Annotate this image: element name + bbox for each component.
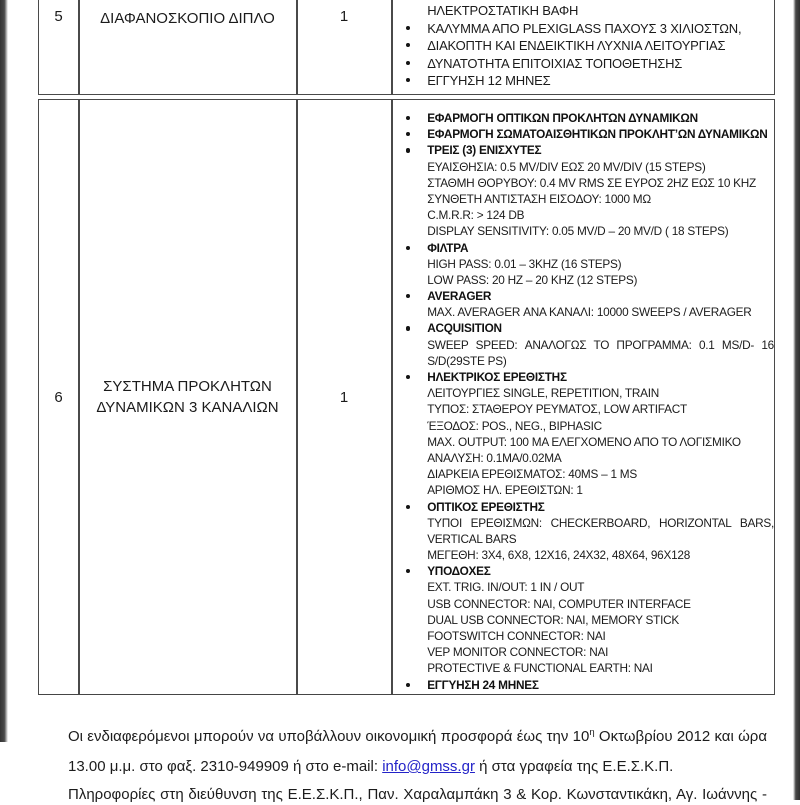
spec-text: EXT. TRIG. IN/OUT: 1 IN / OUT bbox=[427, 580, 585, 595]
bullet-icon bbox=[406, 569, 410, 573]
footer-contact-text-after: ή στα γραφεία της Ε.Ε.Σ.Κ.Π. bbox=[474, 758, 674, 775]
ordinal-superscript: η bbox=[589, 727, 595, 738]
footer-deadline-text: Οι ενδιαφερόμενοι μπορούν να υποβάλλουν οικονομική προσφορά έως την 10 bbox=[68, 728, 590, 745]
spec-line bbox=[393, 547, 774, 563]
footer-contact-line bbox=[68, 756, 767, 777]
spec-text: ΥΠΟΔΟΧΕΣ bbox=[427, 564, 491, 579]
spec-text: SWEEP SPEED: ΑΝΑΛΟΓΩΣ ΤΟ ΠΡΟΓΡΑΜΜΑ: 0.1 MS/D- 16 bbox=[427, 337, 774, 352]
spec-line bbox=[393, 37, 774, 55]
spec-line bbox=[393, 240, 774, 256]
footer-deadline-text-after: Οκτωβρίου 2012 και ώρα bbox=[594, 728, 767, 745]
footer-info-line: Πληροφορίες στη διεύθυνση της Ε.Ε.Σ.Κ.Π., Παν. Χαραλαμπάκη 3 & Κορ. Κωνσταντικάκη, Αγ. Ιωάννης - bbox=[68, 786, 767, 803]
spec-text: ΤΡΕΙΣ (3) ΕΝΙΣΧΥΤΕΣ bbox=[427, 143, 542, 158]
spec-text: ΦΙΛΤΡΑ bbox=[427, 240, 469, 255]
table-row-item-5 bbox=[38, 0, 775, 95]
spec-line bbox=[393, 450, 774, 466]
spec-line bbox=[393, 531, 774, 547]
spec-text: LOW PASS: 20 HZ – 20 KHZ (12 STEPS) bbox=[427, 272, 638, 287]
email-link[interactable]: info@gmss.gr bbox=[382, 758, 475, 775]
spec-text: ΣΥΝΘΕΤΗ ΑΝΤΙΣΤΑΣΗ ΕΙΣΟΔΟΥ: 1000 ΜΩ bbox=[427, 191, 651, 206]
spec-text: ΜΕΓΕΘΗ: 3X4, 6X8, 12X16, 24X32, 48X64, 96X128 bbox=[427, 548, 691, 563]
bullet-icon bbox=[406, 26, 410, 30]
spec-text: MAX. AVERAGER ΑΝΑ ΚΑΝΑΛΙ: 10000 SWEEPS / AVERAGER bbox=[427, 305, 752, 320]
spec-line bbox=[393, 320, 774, 336]
bullet-icon bbox=[406, 78, 410, 82]
spec-line bbox=[393, 418, 774, 434]
spec-line bbox=[393, 612, 774, 628]
spec-line bbox=[393, 175, 774, 191]
spec-line bbox=[393, 353, 774, 369]
spec-line bbox=[393, 2, 774, 20]
spec-text: ΕΦΑΡΜΟΓΗ ΣΩΜΑΤΟΑΙΣΘΗΤΙΚΩΝ ΠΡΟΚΛΗΤ’ΩΝ ΔΥΝΑΜΙΚΩΝ bbox=[427, 127, 768, 142]
spec-text: ΗΛΕΚΤΡΙΚΟΣ ΕΡΕΘΙΣΤΗΣ bbox=[427, 370, 567, 384]
spec-line bbox=[393, 272, 774, 288]
scan-artifact-left-edge bbox=[0, 0, 8, 742]
spec-text: ΕΦΑΡΜΟΓΗ ΟΠΤΙΚΩΝ ΠΡΟΚΛΗΤΩΝ ΔΥΝΑΜΙΚΩΝ bbox=[427, 111, 698, 125]
spec-text: ACQUISITION bbox=[427, 321, 502, 336]
spec-text: PROTECTIVE & FUNCTIONAL EARTH: ΝΑΙ bbox=[427, 661, 653, 676]
item-number-cell: 6 bbox=[54, 388, 63, 406]
spec-line bbox=[393, 563, 774, 579]
spec-text: USB CONNECTOR: ΝΑΙ, COMPUTER INTERFACE bbox=[427, 596, 691, 611]
spec-text: ΟΠΤΙΚΟΣ ΕΡΕΘΙΣΤΗΣ bbox=[427, 499, 545, 514]
spec-line bbox=[393, 677, 774, 693]
spec-text: ΤΥΠΟΣ: ΣΤΑΘΕΡΟΥ ΡΕΥΜΑΤΟΣ, LOW ARTIFACT bbox=[427, 402, 687, 417]
spec-text: ΔΥΝΑΤΟΤΗΤΑ ΕΠΙΤΟΙΧΙΑΣ ΤΟΠΟΘΕΤΗΣΗΣ bbox=[427, 55, 683, 71]
spec-text: ΤΥΠΟΙ ΕΡΕΘΙΣΜΩΝ: CHECKERBOARD, HORIZONTAL BARS, bbox=[427, 515, 774, 530]
spec-line bbox=[393, 401, 774, 417]
spec-line bbox=[393, 288, 774, 304]
spec-line bbox=[393, 482, 774, 498]
spec-line bbox=[393, 515, 774, 531]
spec-line bbox=[393, 55, 774, 73]
spec-line bbox=[393, 337, 774, 353]
item-name-cell: ΔΙΑΦΑΝΟΣΚΟΠΙΟ ΔΙΠΛΟ bbox=[100, 10, 275, 27]
spec-text: FOOTSWITCH CONNECTOR: ΝΑΙ bbox=[427, 629, 606, 643]
spec-line bbox=[393, 159, 774, 175]
spec-text: ΑΝΑΛΥΣΗ: 0.1MA/0.02MA bbox=[427, 450, 562, 465]
spec-line bbox=[393, 304, 774, 320]
spec-text: DISPLAY SENSITIVITY: 0.05 MV/D – 20 MV/D ( 18 STEPS) bbox=[427, 224, 729, 239]
spec-text: C.M.R.R: > 124 DB bbox=[427, 208, 525, 223]
spec-line bbox=[393, 126, 774, 142]
bullet-icon bbox=[406, 116, 410, 120]
item-specs-list bbox=[393, 100, 774, 693]
spec-line bbox=[393, 644, 774, 660]
spec-line bbox=[393, 142, 774, 158]
spec-text: HIGH PASS: 0.01 – 3KHZ (16 STEPS) bbox=[427, 256, 622, 271]
spec-text: S/D(29STE PS) bbox=[427, 353, 507, 368]
bullet-icon bbox=[406, 43, 410, 47]
item-name-cell: ΣΥΣΤΗΜΑ ΠΡΟΚΛΗΤΩΝ ΔΥΝΑΜΙΚΩΝ 3 ΚΑΝΑΛΙΩΝ bbox=[96, 378, 279, 416]
spec-line bbox=[393, 72, 774, 90]
spec-line bbox=[393, 579, 774, 595]
spec-text: ΔΙΑΚΟΠΤΗ ΚΑΙ ΕΝΔΕΙΚΤΙΚΗ ΛΥΧΝΙΑ ΛΕΙΤΟΥΡΓΙΑΣ bbox=[427, 38, 726, 53]
bullet-icon bbox=[406, 294, 410, 298]
item-quantity-cell: 1 bbox=[339, 388, 349, 406]
bullet-icon bbox=[406, 148, 410, 152]
spec-line bbox=[393, 191, 774, 207]
spec-line bbox=[393, 385, 774, 401]
spec-text: ΚΑΛΥΜΜΑ ΑΠΟ PLEXIGLASS ΠΑΧΟΥΣ 3 ΧΙΛΙΟΣΤΩΝ, bbox=[427, 20, 742, 36]
spec-line bbox=[393, 660, 774, 676]
spec-text: ΑΡΙΘΜΟΣ ΗΛ. ΕΡΕΘΙΣΤΩΝ: 1 bbox=[427, 483, 583, 498]
item-quantity-cell: 1 bbox=[339, 8, 349, 25]
spec-text: ΛΕΙΤΟΥΡΓΙΕΣ SINGLE, REPETITION, TRAIN bbox=[427, 386, 660, 401]
spec-line bbox=[393, 20, 774, 38]
spec-line bbox=[393, 596, 774, 612]
spec-text: ΈΞΟΔΟΣ: POS., NEG., BIPHASIC bbox=[427, 418, 602, 433]
spec-text: ΕΓΓΥΗΣΗ 24 ΜΗΝΕΣ bbox=[427, 677, 539, 692]
spec-text: ΕΓΓΥΗΣΗ 12 ΜΗΝΕΣ bbox=[427, 73, 551, 88]
bullet-icon bbox=[406, 326, 410, 330]
spec-line bbox=[393, 207, 774, 223]
spec-text: DUAL USB CONNECTOR: ΝΑΙ, MEMORY STICK bbox=[427, 612, 680, 627]
spec-line bbox=[393, 223, 774, 239]
scan-artifact-right-edge bbox=[793, 0, 800, 800]
bullet-icon bbox=[406, 683, 410, 687]
bullet-icon bbox=[406, 61, 410, 65]
bullet-icon bbox=[406, 505, 410, 509]
item-number-cell: 5 bbox=[54, 8, 63, 25]
spec-text: AVERAGER bbox=[427, 289, 492, 304]
bullet-icon bbox=[406, 132, 410, 136]
spec-line bbox=[393, 499, 774, 515]
spec-text: ΗΛΕΚΤΡΟΣΤΑΤΙΚΗ ΒΑΦΗ bbox=[427, 3, 579, 18]
spec-text: VEP MONITOR CONNECTOR: ΝΑΙ bbox=[427, 645, 609, 660]
spec-line bbox=[393, 369, 774, 385]
table-row-item-6 bbox=[38, 99, 775, 695]
item-specs-list bbox=[393, 0, 774, 90]
spec-text: ΣΤΑΘΜΗ ΘΟΡΥΒΟΥ: 0.4 MV RMS ΣΕ ΕΥΡΟΣ 2HZ ΕΩΣ 10 KHZ bbox=[427, 175, 757, 190]
spec-text: ΔΙΑΡΚΕΙΑ ΕΡΕΘΙΣΜΑΤΟΣ: 40MS – 1 MS bbox=[427, 467, 637, 482]
footer-deadline-line bbox=[68, 726, 767, 747]
spec-line bbox=[393, 256, 774, 272]
bullet-icon bbox=[406, 375, 410, 379]
spec-line bbox=[393, 434, 774, 450]
spec-text: VERTICAL BARS bbox=[427, 531, 517, 546]
spec-text: MAX. OUTPUT: 100 MA ΕΛΕΓΧΟΜΕΝΟ ΑΠΟ ΤΟ ΛΟΓΙΣΜΙΚΟ bbox=[427, 434, 741, 449]
spec-line bbox=[393, 110, 774, 126]
bullet-icon bbox=[406, 246, 410, 250]
spec-text: ΕΥΑΙΣΘΗΣΙΑ: 0.5 MV/DIV ΕΩΣ 20 MV/DIV (15 STEPS) bbox=[427, 159, 706, 174]
footer-contact-text: 13.00 μ.μ. στο φαξ. 2310-949909 ή στο e-mail: bbox=[68, 758, 383, 775]
spec-line bbox=[393, 466, 774, 482]
spec-line bbox=[393, 628, 774, 644]
